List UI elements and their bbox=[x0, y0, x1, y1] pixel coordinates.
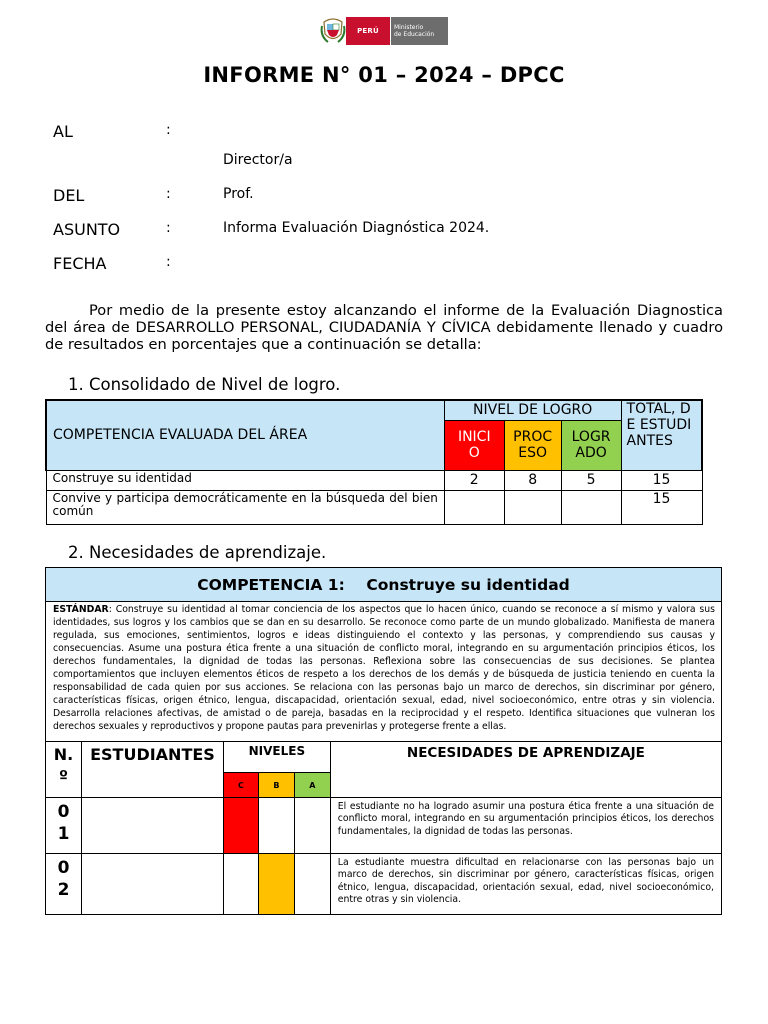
logrado-header: LOGRADO bbox=[561, 420, 621, 470]
necesidades-table bbox=[45, 567, 722, 915]
niveles-header: NIVELES bbox=[223, 742, 330, 773]
logo-ministry: Ministerio de Educación bbox=[391, 17, 448, 45]
proceso-header: PROCESO bbox=[504, 420, 561, 470]
inicio-cell: 2 bbox=[444, 470, 504, 490]
level-c-cell bbox=[223, 854, 258, 915]
total-cell: 15 bbox=[621, 470, 702, 490]
asunto-colon: : bbox=[166, 220, 171, 236]
level-c-cell bbox=[223, 798, 258, 854]
competencia-header: COMPETENCIA EVALUADA DEL ÁREA bbox=[46, 400, 444, 470]
fecha-colon: : bbox=[166, 254, 171, 270]
table-row bbox=[46, 490, 702, 524]
level-b-header: B bbox=[258, 773, 294, 798]
table-row bbox=[46, 470, 702, 490]
del-colon: : bbox=[166, 186, 171, 202]
table-row bbox=[46, 854, 722, 915]
asunto-value: Informa Evaluación Diagnóstica 2024. bbox=[223, 220, 490, 236]
logo-country: PERÚ bbox=[346, 17, 390, 45]
need-cell: La estudiante muestra dificultad en relacionarse con las personas bajo un marco de derechos, sin discriminar por género, características físicas, origen étnico, lengua, discapacidad, orientación sexual, edad, nivel socioeconómico, entre otras y sin violencia. bbox=[330, 854, 721, 915]
section-2-heading: 2. Necesidades de aprendizaje. bbox=[68, 543, 327, 562]
student-header: ESTUDIANTES bbox=[81, 742, 223, 798]
section-1-heading: 1. Consolidado de Nivel de logro. bbox=[68, 375, 341, 394]
inicio-cell bbox=[444, 490, 504, 524]
competencia-cell: Construye su identidad bbox=[46, 470, 444, 490]
estandar-text: ESTÁNDAR: Construye su identidad al tomar conciencia de los aspectos que lo hacen único, cuando se reconoce a sí mismo y valora sus identidades, sus logros y los cambios que se dan en su desarrollo. Se reconoce como parte de un mundo globalizado. Manifiesta de manera regulada, sus emociones, sentimientos, logros e ideas distinguiendo el contexto y las personas, y comprendiendo sus causas y consecuencias. Asume una postura ética frente a una situación de conflicto moral, integrando en su argumentación principios éticos, los derechos fundamentales, la dignidad de todas las personas. Reflexiona sobre las consecuencias de sus decisiones. Se plantea comportamientos que incluyen elementos éticos de respeto a los derechos de los demás y de búsqueda de justicia teniendo en cuenta la responsabilidad de cada quien por sus acciones. Se relaciona con las personas bajo un marco de derechos, sin discriminar por género, características físicas, origen étnico, lengua, discapacidad, orientación sexual, edad, nivel socioeconómico, entre otras y sin violencia. Desarrolla relaciones afectivas, de amistad o de pareja, basadas en la reciprocidad y el respeto. Identifica situaciones que vulneran los derechos sexuales y reproductivos y propone pautas para prevenirlas y protegerse frente a ellas. bbox=[46, 602, 722, 742]
del-value: Prof. bbox=[223, 186, 254, 202]
student-cell bbox=[81, 798, 223, 854]
row-number: 02 bbox=[46, 854, 82, 915]
proceso-cell: 8 bbox=[504, 470, 561, 490]
nivel-header: NIVEL DE LOGRO bbox=[444, 400, 621, 420]
competencia-cell: Convive y participa democráticamente en la búsqueda del bien común bbox=[46, 490, 444, 524]
al-colon: : bbox=[166, 122, 171, 138]
del-label: DEL bbox=[53, 186, 85, 205]
inicio-header: INICIO bbox=[444, 420, 504, 470]
level-b-cell bbox=[258, 854, 294, 915]
needs-header: NECESIDADES DE APRENDIZAJE bbox=[330, 742, 721, 798]
need-cell: El estudiante no ha logrado asumir una postura ética frente a una situación de conflicto moral, integrando en su argumentación principios éticos, los derechos fundamentales, la dignidad de todas las personas. bbox=[330, 798, 721, 854]
total-header: TOTAL, DE ESTUDIANTES bbox=[621, 400, 702, 470]
al-label: AL bbox=[53, 122, 73, 141]
logrado-cell: 5 bbox=[561, 470, 621, 490]
intro-text: Por medio de la presente estoy alcanzando el informe de la Evaluación Diagnostica del área de DESARROLLO PERSONAL, CIUDADANÍA Y CÍVICA debidamente llenado y cuadro de resultados en porcentajes que a continuación se detalla: bbox=[45, 302, 723, 353]
intro-paragraph bbox=[45, 302, 723, 353]
table-row bbox=[46, 798, 722, 854]
num-header: N. º bbox=[46, 742, 82, 798]
fecha-label: FECHA bbox=[53, 254, 107, 273]
director-line: Director/a bbox=[223, 152, 293, 168]
level-a-header: A bbox=[294, 773, 330, 798]
document-title: INFORME N° 01 – 2024 – DPCC bbox=[203, 63, 565, 87]
level-a-cell bbox=[294, 798, 330, 854]
consolidado-table bbox=[45, 399, 703, 525]
row-number: 01 bbox=[46, 798, 82, 854]
level-a-cell bbox=[294, 854, 330, 915]
asunto-label: ASUNTO bbox=[53, 220, 121, 239]
logrado-cell bbox=[561, 490, 621, 524]
coat-of-arms-icon bbox=[320, 16, 346, 46]
proceso-cell bbox=[504, 490, 561, 524]
level-c-header: C bbox=[223, 773, 258, 798]
total-cell: 15 bbox=[621, 490, 702, 524]
minedu-logo bbox=[320, 16, 448, 46]
competencia-title: COMPETENCIA 1: Construye su identidad bbox=[46, 568, 722, 602]
student-cell bbox=[81, 854, 223, 915]
level-b-cell bbox=[258, 798, 294, 854]
